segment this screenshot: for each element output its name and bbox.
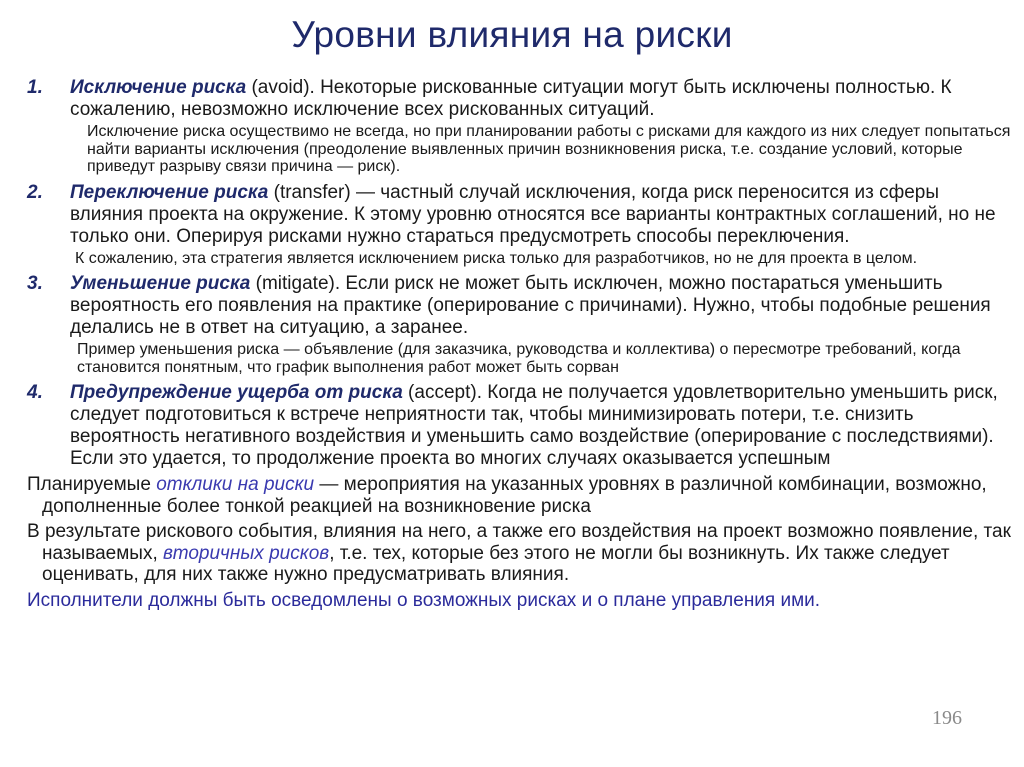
item-note: К сожалению, эта стратегия является исключением риска только для разработчиков, но не для проекта в целом. <box>75 249 918 267</box>
secondary-risks-paragraph <box>27 521 1012 586</box>
list-item-3 <box>27 273 1012 339</box>
item-text: (avoid). Некоторые рискованные ситуации могут быть исключены полностью. К сожалению, невозможно исключение всех рискованных ситуаций. <box>70 77 952 120</box>
planned-responses-paragraph <box>27 474 1012 517</box>
final-statement: Исполнители должны быть осведомлены о возможных рисках и о плане управления ими. <box>27 589 821 611</box>
slide-content <box>27 77 1012 612</box>
item-number: 2. <box>27 181 43 203</box>
slide-title: Уровни влияния на риски <box>291 14 733 55</box>
item-term: Предупреждение ущерба от риска <box>70 382 403 403</box>
list-item-4 <box>27 382 1012 470</box>
item-term: Уменьшение риска <box>70 273 251 294</box>
item-term: Переключение риска <box>70 181 269 203</box>
list-item-1 <box>27 77 1012 121</box>
highlighted-term: вторичных рисков <box>163 542 330 564</box>
item-number: 3. <box>27 273 43 294</box>
item-text: (transfer) — частный случай исключения, когда риск переносится из сферы влияния проекта на окружение. К этому уровню относятся все варианты контрактных соглашений, но не только они. Оперируя рисками нужно стараться предусмотреть способы переключения. <box>70 181 996 247</box>
item-term: Исключение риска <box>70 77 247 98</box>
paragraph-text: Планируемые <box>27 474 157 495</box>
item-number: 1. <box>27 77 43 98</box>
item-note: Исключение риска осуществимо не всегда, но при планировании работы с рисками для каждого из них следует попытаться найти варианты исключения (преодоление выявленных причин возникновения риска, т.е. создание условий, которые приведут разрыву связи причина — риск). <box>87 123 1011 175</box>
item-note: Пример уменьшения риска — объявление (для заказчика, руководства и коллектива) о пересмотре требований, когда становится понятным, что график выполнения работ может быть сорван <box>77 341 961 376</box>
list-item-2 <box>27 182 1012 248</box>
paragraph-text: — мероприятия на указанных уровнях в различной комбинации, возможно, дополненные более тонкой реакцией на возникновение риска <box>42 474 987 517</box>
highlighted-term: отклики на риски <box>156 474 315 495</box>
item-text: (mitigate). Если риск не может быть исключен, можно постараться уменьшить вероятность его появления на практике (оперирование с причинами). Нужно, чтобы подобные решения делались не в ответ на ситуацию, а заранее. <box>70 273 991 338</box>
page-number: 196 <box>932 707 962 729</box>
item-number: 4. <box>27 382 43 403</box>
paragraph-text: , т.е. тех, которые без этого не могли бы возникнуть. Их также следует оценивать, для них также нужно предусматривать влияния. <box>42 542 950 585</box>
item-text: (accept). Когда не получается удовлетворительно уменьшить риск, следует подготовиться к встрече неприятности так, чтобы минимизировать потери, т.е. снизить вероятность негативного воздействия и уменьшить само воздействие (оперирование с последствиями). Если это удается, то продолжение проекта во многих случаях оказывается успешным <box>70 382 998 469</box>
paragraph-text: В результате рискового события, влияния на него, а также его воздействия на проект возможно появление, так называемых, <box>27 521 1011 564</box>
